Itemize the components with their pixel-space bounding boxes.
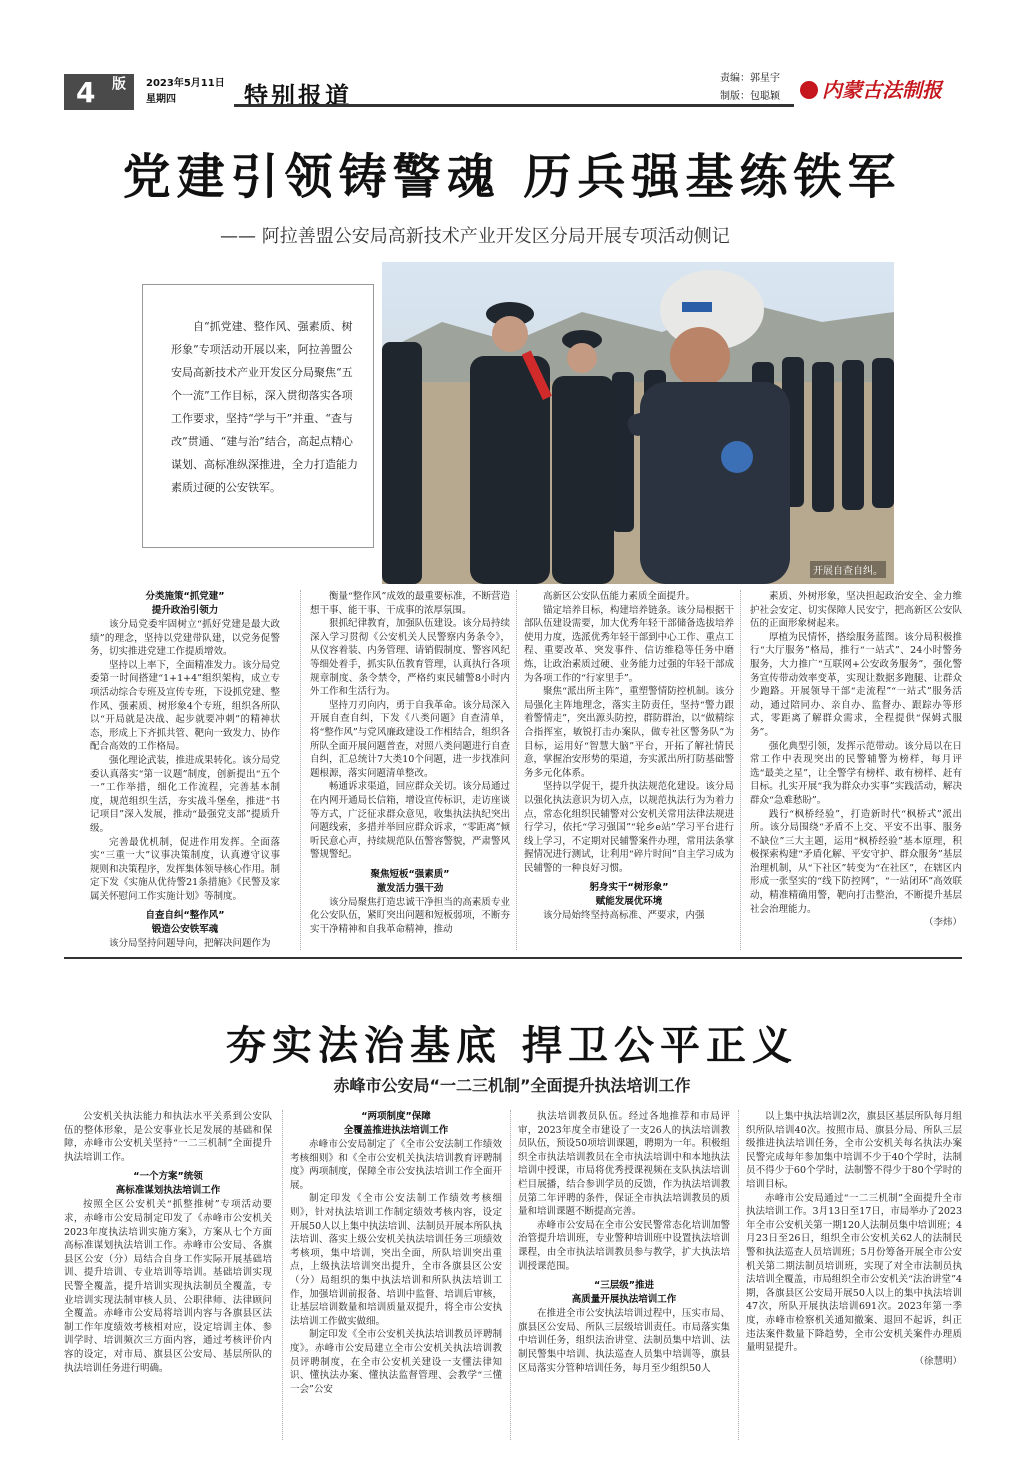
paragraph: 赤峰市公安局制定了《全市公安法制工作绩效考核细则》和《全市公安机关执法培训教育评聘制度》两项制度，保障全市公安执法培训工作全面开展。 (290, 1139, 502, 1191)
subhead: 锻造公安铁军魂 (151, 924, 219, 936)
subhead: “三层级”推进 (594, 1280, 654, 1292)
article-divider (64, 957, 962, 959)
paragraph: 强化理论武装，推进成果转化。该分局党委认真落实“第一议题”制度，创新提出“五个一”工作举措，细化工作流程，完善基本制度，规范组织生活，夯实战斗堡垒，推进“书记项目”深入发展，推动“最强党支部”提质升级。 (90, 754, 280, 834)
issue-weekday: 星期四 (146, 94, 176, 105)
page-number: 4 (76, 76, 96, 109)
producer-credit: 制版：包聪颖 (720, 91, 780, 102)
article1-column-3 (524, 590, 734, 952)
paragraph: 公安机关执法能力和执法水平关系到公安队伍的整体形象，是公安事业长足发展的基础和保障，赤峰市公安机关坚持“一二三机制”全面提升执法培训工作。 (64, 1111, 272, 1163)
logo-mark-icon (800, 81, 818, 99)
subhead: 聚焦短板“强素质” (370, 868, 450, 880)
paragraph: 执法培训教员队伍。经过各地推荐和市局评审，2023年度全市建设了一支26人的执法培训教员队伍，预设50项培训课题，聘期为一年。积极组织全市执法培训教员在全市执法培训中和本地执法培训中授课，市局将优秀授课视频在支队执法培训栏目展播，结合参训学员的反馈，作为执法培训教员第二年评聘的条件，保证全市执法培训教员的质量和培训课题不断提高完善。 (518, 1111, 730, 1218)
paragraph: 该分局坚持问题导向，把解决问题作为 (109, 938, 271, 950)
column-divider (740, 590, 741, 950)
subhead: 激发活力强干劲 (376, 882, 444, 894)
paragraph: 坚持以上率下，全面精准发力。该分局党委第一时间搭建“1+1+4”组织架构，成立专项活动综合专班及宣传专班，下设抓党建、整作风、强素质、树形象4个专班，组织各所队以“开局就是决战、起步就要冲刺”的精神状态，形成上下齐抓共管、靶向一致发力、协作配合高效的工作格局。 (90, 659, 280, 753)
logo-text: 内蒙古法制报 (822, 78, 942, 102)
paragraph: 素质、外树形象，坚决担起政治安全、金力维护社会安定、切实保障人民安宁，把高新区公安队伍的正面形象树起来。 (750, 591, 962, 630)
paragraph: 强化典型引领，发挥示范带动。该分局以在日常工作中表现突出的民警辅警为榜样，每月评选“最美之星”，让全警学有榜样、敢有榜样、赶有目标。扎实开展“我为群众办实事”实践活动，解决群众“急难愁盼”。 (750, 740, 962, 806)
subhead: “两项制度”保障 (361, 1111, 431, 1122)
column-divider (510, 1110, 511, 1440)
article1-column-4 (750, 590, 962, 952)
header-rule (234, 104, 794, 107)
editor-credit: 责编：郭星宇 (720, 73, 780, 84)
subhead: 高质量开展执法培训工作 (571, 1294, 677, 1306)
article1-byline: （李炜） (923, 917, 962, 929)
article2-column-3 (518, 1110, 730, 1440)
paragraph: 狠抓纪律教育，加强队伍建设。该分局持续深入学习贯彻《公安机关人民警察内务条令》，从仪容着装、内务管理、请销假制度、警容风纪等细处着手，抓实队伍教育管理，认真执行各项规章制度、条令禁令，严格约束民辅警8小时内外工作和生活行为。 (310, 618, 510, 698)
staff-credits (720, 70, 780, 106)
article1-lead: 自“抓党建、整作风、强素质、树形象”专项活动开展以来，阿拉善盟公安局高新技术产业开发区分局聚焦“五个一流”工作目标，深入贯彻落实各项工作要求，坚持“学与干”并重、“查与改”贯通、“建与治”结合，高起点精心谋划、高标准纵深推进，全力打造能力素质过硬的公安铁军。 (171, 320, 358, 494)
paragraph: 该分局聚焦打造忠诚干净担当的高素质专业化公安队伍，紧盯突出问题和短板弱项，不断夯实干净精神和自我革命精神，推动 (310, 896, 510, 936)
paragraph: 该分局党委牢固树立“抓好党建是最大政绩”的理念，坚持以党建带队建，以党务促警务，切实推进党建工作提质增效。 (90, 619, 280, 658)
article2-title: 夯实法治基底 捍卫公平正义 (226, 1022, 798, 1069)
paragraph: 聚焦“派出所主阵”，重塑警情防控机制。该分局强化主阵地理念，落实主防责任，坚持“警力跟着警情走”，突出源头防控，群防群治，以“做精综合指挥室，敏锐打击办案队，做专社区警务队”为目标，运用好“智慧大脑”平台，开拓了解社情民意，掌握治安形势的渠道，夯实派出所打防基础警务多元化体系。 (524, 686, 734, 779)
paragraph: 按照全区公安机关“抓整推树”专项活动要求，赤峰市公安局制定印发了《赤峰市公安机关2023年度执法培训实施方案》，方案从七个方面高标准谋划执法培训工作。赤峰市公安局、各旗县区公安（分）局结合自身工作实际开展基础培训、提升培训、专业培训等培训。基础培训实现民警全覆盖，提升培训实现执法制员全覆盖，专业培训实现法制审核人员、公职律师、法律顾问全覆盖。赤峰市公安局将培训内容与各旗县区法制工作年度绩效考核相对应，设定培训主体、参训学时、培训频次三方面内容，通过考核评价内容的设定，对市局、旗县区公安局、基层所队的执法培训任务进行明确。 (64, 1199, 272, 1374)
article2-column-2 (290, 1110, 502, 1440)
subhead: 赋能发展优环境 (595, 896, 663, 908)
page-header (64, 60, 954, 112)
subhead: 躬身实干“树形象” (589, 882, 669, 894)
article1-column-2 (310, 590, 510, 952)
paragraph: 衡量“整作风”成效的最重要标准，不断营造想干事、能干事、干成事的浓厚氛围。 (310, 591, 510, 616)
paragraph: 锚定培养目标，构建培养链条。该分局根据干部队伍建设需要，加大优秀年轻干部储备选拔培养使用力度，选派优秀年轻干部到中心工作、重点工程、重要改革、突发事件、信访维稳等任务中磨炼，让政治素质过硬、业务能力过强的年轻干部成为各项工作的“行家里手”。 (524, 604, 734, 684)
article1-title: 党建引领铸警魂 历兵强基练铁军 (122, 149, 902, 205)
paragraph: 高新区公安队伍能力素质全面提升。 (543, 591, 696, 602)
subhead: 全覆盖推进执法培训工作 (343, 1125, 449, 1136)
subhead: “一个方案”统领 (133, 1171, 203, 1183)
photo-caption: 开展自查自纠。 (810, 561, 886, 578)
section-title: 特别报道 (244, 82, 352, 110)
paragraph: 在推进全市公安执法培训过程中，压实市局、旗县区公安局、所队三层级培训责任。市局落实集中培训任务，组织法治讲堂、法制员集中培训、法制民警集中培训、执法巡查人员集中培训等，旗县区局落实分管种培训任务，每月至少组织50人 (518, 1308, 730, 1374)
paragraph: 制定印发《全市公安法制工作绩效考核细则》，针对执法培训工作制定绩效考核内容，设定开展50人以上集中执法培训、法制员开展本所队执法培训、落实上级公安机关执法培训任务三项绩效考核项，集中培训，突出全面，所队培训突出重点，上级执法培训突出提升，全市各旗县区公安（分）局组织的集中执法培训和所队执法培训工作，加强培训前报备、培训中监督、培训后审核，让基层培训数量和培训质量双提升，将全市公安执法培训工作做实做细。 (290, 1193, 502, 1327)
page-suffix: 版 (110, 76, 126, 90)
paragraph: 坚持以学促干，提升执法规范化建设。该分局以强化执法意识为切入点，以规范执法行为为着力点，常态化组织民辅警对公安机关常用法律法规进行学习，依托“学习强国”“轮乡e站”学习平台进行线上学习，不定期对民辅警案件办理，常用法条掌握情况进行测试，让利用“碎片时间”自主学习成为民辅警的一种良好习惯。 (524, 781, 734, 874)
article1-column-1 (90, 590, 280, 952)
paragraph: 该分局始终坚持高标准、严要求，内强 (543, 910, 705, 922)
paragraph: 制定印发《全市公安机关执法培训教员评聘制度》。赤峰市公安局建立全市公安机关执法培训教员评聘制度，在全市公安机关建设一支懂法律知识、懂执法办案、懂执法监督管理、会教学“三懂一会”公安 (290, 1329, 502, 1395)
column-divider (282, 1110, 283, 1440)
article2-subtitle: 赤峰市公安局“一二三机制”全面提升执法培训工作 (333, 1076, 691, 1095)
column-divider (300, 590, 301, 950)
column-divider (516, 590, 517, 950)
subhead: 分类施策“抓党建” (145, 591, 225, 602)
article1-photo (382, 262, 894, 584)
police-inspection-image (382, 262, 894, 584)
article2-column-4 (746, 1110, 962, 1440)
newspaper-logo (800, 74, 942, 103)
paragraph: 践行“枫桥经验”，打造新时代“枫桥式”派出所。该分局围绕“矛盾不上交、平安不出事、服务不缺位”三大主题，运用“枫桥经验”基本原理，积极探索构建“矛盾化解、平安守护、群众服务”基层治理机制，从“下社区”转变为“在社区”，在辖区内形成一张坚实的“线下防控网”，“一站闭环”高效联动，精准精确用警，靶向打击整治，不断提升基层社会治理能力。 (750, 808, 962, 915)
article2-byline: （徐慧明） (914, 1355, 962, 1367)
issue-date: 2023年5月11日 (146, 78, 225, 89)
subhead: 提升政治引领力 (151, 605, 219, 616)
article1-lead-box (142, 284, 374, 548)
subhead: 高标准谋划执法培训工作 (115, 1185, 221, 1197)
paragraph: 厚植为民情怀，搭绘服务蓝图。该分局积极推行“大厅服务”格局，推行“一站式”、24小时警务服务，大力推广“互联网+公安政务服务”，强化警务宣传带动效率变革，实现让数据多跑腿、让群众少跑路。开展领导干部“走流程”“一站式”服务活动，通过陪同办、亲自办、监督办、跟踪办等形式，零距离了解群众需求，全程提供“保姆式服务”。 (750, 631, 962, 738)
paragraph: 以上集中执法培训2次，旗县区基层所队每月组织所队培训40次。按照市局、旗县分局、所队三层级推进执法培训任务，全市公安机关每名执法办案民警完成每年参加集中培训不少于40个学时，法制员不得少于60个学时，法制警不得少于80个学时的培训目标。 (746, 1111, 962, 1190)
column-divider (738, 1110, 739, 1440)
page-number-box (64, 74, 134, 110)
paragraph: 赤峰市公安局在全市公安民警常态化培训加警治管提升培训班，专业警种培训班中设置执法培训课程，由全市执法培训教员参与教学，扩大执法培训授课范围。 (518, 1219, 730, 1272)
paragraph: 完善最优机制，促进作用发挥。全面落实“三重一大”议事决策制度，认真遵守议事规则和决策程序，发挥集体领导核心作用。制定下发《实施从优待警21条措施》《民警及家属关怀慰问工作实施计划》等制度。 (90, 836, 280, 902)
paragraph: 畅通诉求渠道，回应群众关切。该分局通过在内网开通局长信箱，增设宣传标识，走访座谈等方式，广泛征求群众意见，收集执法执纪突出问题线索，多措并举回应群众诉求，“零距离”倾听民意心声，持续规范队伍警容警貌，严肃警风警规警纪。 (310, 781, 510, 861)
issue-date-block (146, 76, 225, 108)
paragraph: 赤峰市公安局通过“一二三机制”全面提升全市执法培训工作。3月13日至17日，市局举办了2023年全市公安机关第一期120人法制员集中培训班；4月23日至26日，组织全市公安机关62人的法制民警和执法巡查人员培训班；5月份筹备开展全市公安机关第二期法制员培训班，实现了对全市法制员执法培训全覆盖，市局组织全市公安机关“法治讲堂”4期，各旗县区公安局开展50人以上的集中执法培训47次，所队开展执法培训691次。2023年第一季度，赤峰市检察机关通知撤案、退回不起诉，纠正违法案件数量下降趋势，全市公安机关案件办理质量明显提升。 (746, 1192, 962, 1354)
paragraph: 坚持刀刃向内，勇于自我革命。该分局深入开展自查自纠，下发《八类问题》自查清单，将“整作风”与党风廉政建设工作相结合，组织各所队全面开展问题普查，对照八类问题进行自查自纠，汇总统计7大类10个问题，进一步找准问题根源，落实问题清单整改。 (310, 699, 510, 779)
article1-subtitle: —— 阿拉善盟公安局高新技术产业开发区分局开展专项活动侧记 (220, 226, 730, 247)
article2-column-1 (64, 1110, 272, 1440)
subhead: 自查自纠“整作风” (145, 910, 225, 922)
